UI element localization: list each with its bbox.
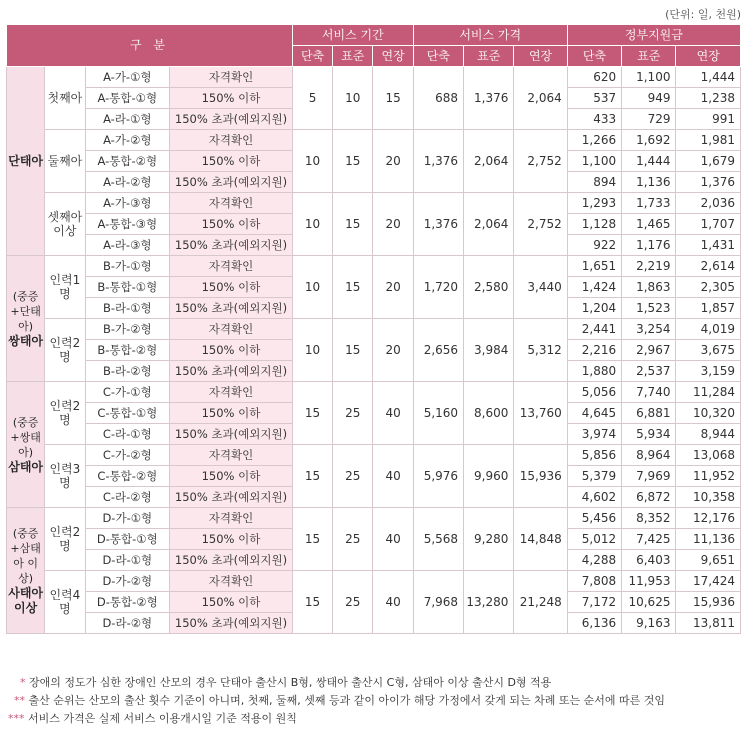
table-row (7, 508, 741, 529)
header-gov-support: 정부지원금 (567, 25, 740, 46)
type-code: C-가-②형 (85, 445, 170, 466)
price-extend: 3,440 (514, 256, 567, 319)
section-name: 사태아 이상 (8, 585, 44, 615)
support-standard: 1,100 (622, 67, 676, 88)
support-extend: 1,238 (676, 88, 741, 109)
price-short: 1,376 (413, 193, 463, 256)
price-short: 5,568 (413, 508, 463, 571)
period-standard: 25 (333, 445, 373, 508)
support-extend: 3,675 (676, 340, 741, 361)
support-extend: 13,811 (676, 613, 741, 634)
support-standard: 1,176 (622, 235, 676, 256)
price-standard: 2,064 (464, 130, 514, 193)
group-label: 셋째아 이상 (45, 193, 85, 256)
type-code: A-라-①형 (85, 109, 170, 130)
type-code: A-가-①형 (85, 67, 170, 88)
footnote-2 (14, 692, 665, 710)
support-standard: 1,523 (622, 298, 676, 319)
table-row (7, 382, 741, 403)
section-name: 단태아 (8, 153, 44, 168)
table-row (7, 445, 741, 466)
support-short: 5,012 (567, 529, 621, 550)
support-standard: 6,881 (622, 403, 676, 424)
support-standard: 10,625 (622, 592, 676, 613)
price-extend: 15,936 (514, 445, 567, 508)
period-extend: 40 (373, 508, 413, 571)
table-row (7, 67, 741, 88)
support-short: 433 (567, 109, 621, 130)
support-extend: 10,320 (676, 403, 741, 424)
period-extend: 15 (373, 67, 413, 130)
support-standard: 7,969 (622, 466, 676, 487)
support-extend: 8,944 (676, 424, 741, 445)
support-short: 1,100 (567, 151, 621, 172)
price-standard: 13,280 (464, 571, 514, 634)
income-condition: 150% 초과(예외지원) (170, 172, 293, 193)
support-standard: 1,465 (622, 214, 676, 235)
support-short: 1,266 (567, 130, 621, 151)
period-standard: 15 (333, 319, 373, 382)
income-condition: 자격확인 (170, 130, 293, 151)
period-extend: 20 (373, 130, 413, 193)
type-code: A-통합-②형 (85, 151, 170, 172)
price-short: 1,376 (413, 130, 463, 193)
period-short: 15 (292, 382, 332, 445)
income-condition: 150% 이하 (170, 529, 293, 550)
support-short: 5,379 (567, 466, 621, 487)
price-extend: 5,312 (514, 319, 567, 382)
period-standard: 25 (333, 508, 373, 571)
support-extend: 13,068 (676, 445, 741, 466)
income-condition: 150% 이하 (170, 151, 293, 172)
type-code: C-통합-②형 (85, 466, 170, 487)
support-extend: 1,679 (676, 151, 741, 172)
footnote-marker: ** (14, 694, 25, 707)
price-extend: 13,760 (514, 382, 567, 445)
period-standard: 25 (333, 382, 373, 445)
period-standard: 15 (333, 130, 373, 193)
price-short: 2,656 (413, 319, 463, 382)
price-standard: 2,580 (464, 256, 514, 319)
support-short: 1,424 (567, 277, 621, 298)
support-standard: 8,352 (622, 508, 676, 529)
header-extend: 연장 (514, 46, 567, 67)
type-code: B-통합-①형 (85, 277, 170, 298)
period-short: 15 (292, 445, 332, 508)
support-extend: 1,376 (676, 172, 741, 193)
price-standard: 3,984 (464, 319, 514, 382)
group-label: 인력2명 (45, 508, 85, 571)
period-standard: 15 (333, 256, 373, 319)
period-extend: 40 (373, 571, 413, 634)
section-name: 삼태아 (8, 459, 44, 474)
header-extend: 연장 (676, 46, 741, 67)
support-standard: 8,964 (622, 445, 676, 466)
price-extend: 2,752 (514, 193, 567, 256)
period-short: 10 (292, 256, 332, 319)
type-code: D-라-②형 (85, 613, 170, 634)
section-label (7, 382, 45, 508)
type-code: B-라-①형 (85, 298, 170, 319)
table-row (7, 256, 741, 277)
header-standard: 표준 (622, 46, 676, 67)
support-standard: 11,953 (622, 571, 676, 592)
income-condition: 자격확인 (170, 256, 293, 277)
support-table (6, 24, 741, 634)
support-extend: 2,614 (676, 256, 741, 277)
income-condition: 자격확인 (170, 571, 293, 592)
income-condition: 150% 초과(예외지원) (170, 613, 293, 634)
header-short: 단축 (413, 46, 463, 67)
type-code: D-통합-①형 (85, 529, 170, 550)
support-extend: 17,424 (676, 571, 741, 592)
table-row (7, 571, 741, 592)
type-code: C-라-②형 (85, 487, 170, 508)
support-short: 4,288 (567, 550, 621, 571)
support-standard: 1,863 (622, 277, 676, 298)
income-condition: 자격확인 (170, 67, 293, 88)
header-standard: 표준 (333, 46, 373, 67)
support-standard: 2,537 (622, 361, 676, 382)
header-gubun: 구 분 (7, 25, 293, 67)
section-label (7, 256, 45, 382)
support-standard: 5,934 (622, 424, 676, 445)
support-extend: 1,431 (676, 235, 741, 256)
income-condition: 150% 이하 (170, 214, 293, 235)
support-short: 620 (567, 67, 621, 88)
support-standard: 2,967 (622, 340, 676, 361)
support-standard: 1,444 (622, 151, 676, 172)
income-condition: 150% 이하 (170, 592, 293, 613)
footnote-marker: * (20, 676, 26, 689)
income-condition: 150% 이하 (170, 340, 293, 361)
header-extend: 연장 (373, 46, 413, 67)
support-short: 3,974 (567, 424, 621, 445)
price-short: 1,720 (413, 256, 463, 319)
support-short: 1,128 (567, 214, 621, 235)
group-label: 둘째아 (45, 130, 85, 193)
support-standard: 6,403 (622, 550, 676, 571)
table-row (7, 130, 741, 151)
type-code: C-라-①형 (85, 424, 170, 445)
type-code: D-가-①형 (85, 508, 170, 529)
type-code: B-가-②형 (85, 319, 170, 340)
income-condition: 150% 초과(예외지원) (170, 424, 293, 445)
support-extend: 11,284 (676, 382, 741, 403)
support-standard: 2,219 (622, 256, 676, 277)
type-code: D-통합-②형 (85, 592, 170, 613)
period-short: 15 (292, 508, 332, 571)
support-short: 6,136 (567, 613, 621, 634)
group-label: 인력2명 (45, 319, 85, 382)
section-label (7, 508, 45, 634)
support-standard: 7,425 (622, 529, 676, 550)
period-short: 15 (292, 571, 332, 634)
header-short: 단축 (567, 46, 621, 67)
income-condition: 150% 초과(예외지원) (170, 550, 293, 571)
price-short: 7,968 (413, 571, 463, 634)
support-standard: 1,136 (622, 172, 676, 193)
section-sub-label: (중증+단태아) (10, 289, 41, 333)
header-service-period: 서비스 기간 (292, 25, 413, 46)
income-condition: 자격확인 (170, 445, 293, 466)
header-short: 단축 (292, 46, 332, 67)
price-extend: 2,752 (514, 130, 567, 193)
section-name: 쌍태아 (8, 333, 44, 348)
period-short: 10 (292, 319, 332, 382)
table-row (7, 319, 741, 340)
income-condition: 150% 초과(예외지원) (170, 109, 293, 130)
income-condition: 150% 이하 (170, 88, 293, 109)
period-extend: 20 (373, 193, 413, 256)
footnote-1 (20, 674, 551, 692)
support-extend: 1,981 (676, 130, 741, 151)
price-standard: 1,376 (464, 67, 514, 130)
support-short: 7,808 (567, 571, 621, 592)
footnote-text: 출산 순위는 산모의 출산 횟수 기준이 아니며, 첫째, 둘째, 셋째 등과 같이 아이가 해당 가정에서 갖게 되는 차례 또는 순서에 따른 것임 (28, 694, 665, 707)
support-short: 922 (567, 235, 621, 256)
support-standard: 949 (622, 88, 676, 109)
support-short: 5,856 (567, 445, 621, 466)
price-standard: 8,600 (464, 382, 514, 445)
support-standard: 1,692 (622, 130, 676, 151)
type-code: A-가-③형 (85, 193, 170, 214)
unit-note: (단위: 일, 천원) (665, 8, 741, 21)
price-extend: 2,064 (514, 67, 567, 130)
support-short: 537 (567, 88, 621, 109)
section-label (7, 67, 45, 256)
support-short: 894 (567, 172, 621, 193)
support-short: 1,880 (567, 361, 621, 382)
income-condition: 150% 초과(예외지원) (170, 235, 293, 256)
support-extend: 11,952 (676, 466, 741, 487)
support-short: 4,602 (567, 487, 621, 508)
support-short: 5,456 (567, 508, 621, 529)
income-condition: 150% 이하 (170, 466, 293, 487)
section-sub-label: (중증+삼태아 이상) (10, 526, 41, 585)
support-short: 1,651 (567, 256, 621, 277)
type-code: D-라-①형 (85, 550, 170, 571)
price-extend: 14,848 (514, 508, 567, 571)
group-label: 인력4명 (45, 571, 85, 634)
support-extend: 4,019 (676, 319, 741, 340)
support-extend: 1,444 (676, 67, 741, 88)
support-standard: 7,740 (622, 382, 676, 403)
income-condition: 150% 이하 (170, 403, 293, 424)
support-extend: 1,857 (676, 298, 741, 319)
price-short: 5,160 (413, 382, 463, 445)
support-extend: 3,159 (676, 361, 741, 382)
period-short: 10 (292, 130, 332, 193)
type-code: C-통합-①형 (85, 403, 170, 424)
period-standard: 10 (333, 67, 373, 130)
support-standard: 1,733 (622, 193, 676, 214)
support-extend: 12,176 (676, 508, 741, 529)
support-extend: 1,707 (676, 214, 741, 235)
header-service-price: 서비스 가격 (413, 25, 567, 46)
income-condition: 자격확인 (170, 319, 293, 340)
income-condition: 150% 이하 (170, 277, 293, 298)
support-short: 2,441 (567, 319, 621, 340)
type-code: A-통합-①형 (85, 88, 170, 109)
footnote-3 (8, 710, 297, 728)
support-short: 4,645 (567, 403, 621, 424)
period-extend: 20 (373, 256, 413, 319)
income-condition: 150% 초과(예외지원) (170, 487, 293, 508)
group-label: 인력1명 (45, 256, 85, 319)
income-condition: 150% 초과(예외지원) (170, 298, 293, 319)
support-short: 1,293 (567, 193, 621, 214)
header-row-1 (7, 25, 741, 46)
period-standard: 25 (333, 571, 373, 634)
price-short: 688 (413, 67, 463, 130)
header-standard: 표준 (464, 46, 514, 67)
support-standard: 729 (622, 109, 676, 130)
price-standard: 9,960 (464, 445, 514, 508)
support-extend: 10,358 (676, 487, 741, 508)
income-condition: 자격확인 (170, 193, 293, 214)
period-short: 5 (292, 67, 332, 130)
price-extend: 21,248 (514, 571, 567, 634)
period-extend: 40 (373, 382, 413, 445)
group-label: 첫째아 (45, 67, 85, 130)
type-code: C-가-①형 (85, 382, 170, 403)
support-short: 1,204 (567, 298, 621, 319)
income-condition: 자격확인 (170, 382, 293, 403)
support-standard: 6,872 (622, 487, 676, 508)
table-row (7, 193, 741, 214)
price-short: 5,976 (413, 445, 463, 508)
support-extend: 2,036 (676, 193, 741, 214)
income-condition: 150% 초과(예외지원) (170, 361, 293, 382)
price-standard: 2,064 (464, 193, 514, 256)
income-condition: 자격확인 (170, 508, 293, 529)
group-label: 인력2명 (45, 382, 85, 445)
support-extend: 15,936 (676, 592, 741, 613)
type-code: A-가-②형 (85, 130, 170, 151)
group-label: 인력3명 (45, 445, 85, 508)
period-extend: 40 (373, 445, 413, 508)
support-standard: 3,254 (622, 319, 676, 340)
footnote-text: 서비스 가격은 실제 서비스 이용개시일 기준 적용이 원칙 (28, 712, 297, 725)
support-short: 5,056 (567, 382, 621, 403)
support-standard: 9,163 (622, 613, 676, 634)
type-code: B-가-①형 (85, 256, 170, 277)
period-extend: 20 (373, 319, 413, 382)
period-standard: 15 (333, 193, 373, 256)
section-sub-label: (중증+쌍태아) (10, 415, 41, 459)
support-extend: 11,136 (676, 529, 741, 550)
support-short: 7,172 (567, 592, 621, 613)
support-extend: 9,651 (676, 550, 741, 571)
type-code: A-라-②형 (85, 172, 170, 193)
type-code: B-라-②형 (85, 361, 170, 382)
type-code: D-가-②형 (85, 571, 170, 592)
period-short: 10 (292, 193, 332, 256)
support-extend: 991 (676, 109, 741, 130)
price-standard: 9,280 (464, 508, 514, 571)
type-code: A-라-③형 (85, 235, 170, 256)
support-short: 2,216 (567, 340, 621, 361)
type-code: A-통합-③형 (85, 214, 170, 235)
support-extend: 2,305 (676, 277, 741, 298)
type-code: B-통합-②형 (85, 340, 170, 361)
footnote-text: 장애의 정도가 심한 장애인 산모의 경우 단태아 출산시 B형, 쌍태아 출산시 C형, 삼태아 이상 출산시 D형 적용 (29, 676, 552, 689)
footnote-marker: *** (8, 712, 25, 725)
